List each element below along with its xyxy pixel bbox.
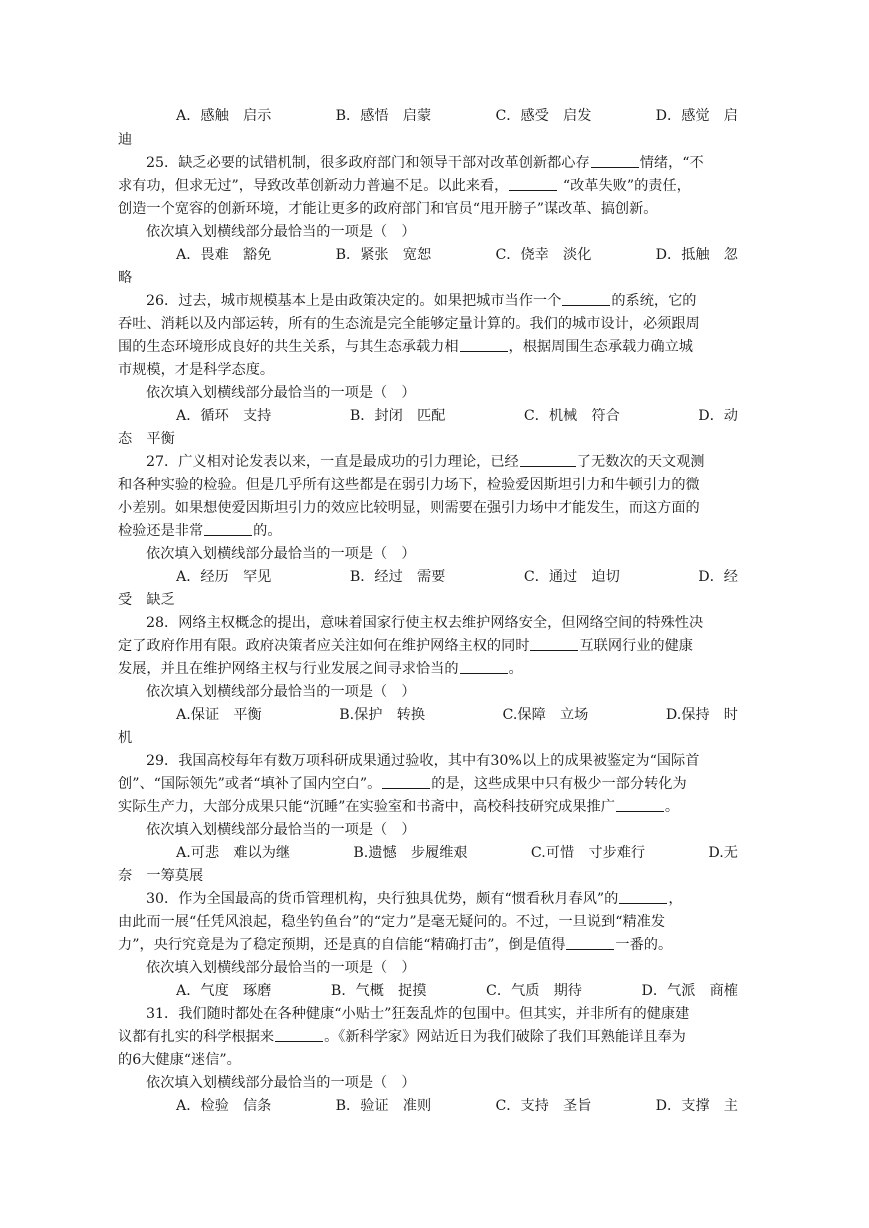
q30-stem-line-1: 30．作为全国最高的货币管理机构，央行独具优势，颇有“惯看秋月春风”的 ， [146, 887, 738, 911]
q26-option-c: C．机械 符合 [523, 408, 620, 424]
q24-options [176, 104, 738, 128]
q25-stem-line-2: 求有功，但求无过”，导致改革创新动力普遍不足。以此来看， “改革失败”的责任， [118, 174, 738, 198]
q29-blank-1 [382, 773, 430, 789]
q27-option-c: C．通过 迫切 [523, 569, 620, 585]
q26-option-a: A．循环 支持 [176, 408, 272, 424]
q28-option-a: A.保证 平衡 [176, 707, 262, 723]
q29-options [176, 841, 738, 865]
q31-option-d: D．支撑 主 [655, 1098, 738, 1114]
q31-option-c: C．支持 圣旨 [495, 1098, 592, 1114]
q29-option-wrap: 奈 一筹莫展 [118, 868, 204, 884]
q28-option-d: D.保持 时 [665, 707, 738, 723]
q31-option-b: B．验证 准则 [335, 1098, 432, 1114]
q30-prompt: 依次填入划横线部分最恰当的一项是（ ） [146, 960, 416, 976]
q30-option-c: C．气质 期待 [485, 983, 582, 999]
q26-option-d: D．动 [698, 408, 738, 424]
q26-stem-line-3: 围的生态环境形成良好的共生关系，与其生态承载力相 ，根据周围生态承载力确立城 [118, 335, 738, 359]
q28-option-wrap: 机 [118, 730, 133, 746]
q29-prompt: 依次填入划横线部分最恰当的一项是（ ） [146, 822, 416, 838]
q24-option-d: D．感觉 启 [655, 108, 738, 124]
q29-stem-line-3: 实际生产力，大部分成果只能“沉睡”在实验室和书斋中，高校科技研究成果推广 。 [118, 795, 738, 819]
q28-options [176, 703, 738, 727]
q25-stem-line-3: 创造一个宽容的创新环境，才能让更多的政府部门和官员“甩开膀子”谋改革、搞创新。 [118, 201, 658, 217]
q26-option-b: B．封闭 匹配 [349, 408, 446, 424]
q26-stem-line-4: 市规模，才是科学态度。 [118, 362, 275, 378]
q31-prompt: 依次填入划横线部分最恰当的一项是（ ） [146, 1075, 416, 1091]
q31-stem-line-2: 议都有扎实的科学根据来 。《新科学家》网站近日为我们破除了我们耳熟能详且奉为 [118, 1025, 738, 1049]
q25-option-wrap: 略 [118, 270, 133, 286]
q29-option-c: C.可惜 寸步难行 [530, 845, 646, 861]
q27-option-b: B．经过 需要 [349, 569, 446, 585]
q25-option-d: D．抵触 忽 [655, 247, 738, 263]
q27-blank-1 [520, 451, 576, 467]
q27-prompt: 依次填入划横线部分最恰当的一项是（ ） [146, 546, 416, 562]
q30-stem-line-3: 力”，央行究竟是为了稳定预期，还是真的自信能“精确打击”，倒是值得 一番的。 [118, 933, 738, 957]
q28-option-c: C.保障 立场 [502, 707, 589, 723]
q28-option-b: B.保护 转换 [339, 707, 426, 723]
q27-blank-2 [204, 520, 252, 536]
q27-options [176, 565, 738, 589]
q28-stem-line-2: 定了政府作用有限。政府决策者应关注如何在维护网络主权的同时 互联网行业的健康 [118, 634, 738, 658]
q29-option-d: D.无 [708, 845, 738, 861]
q31-stem-line-1: 31．我们随时都处在各种健康“小贴士”狂轰乱炸的包围中。但其实，并非所有的健康建 [146, 1006, 690, 1022]
q25-stem-line-1: 25．缺乏必要的试错机制，很多政府部门和领导干部对改革创新都心存 情绪，“不 [146, 151, 738, 175]
q27-option-d: D．经 [698, 569, 738, 585]
q30-blank-1 [619, 888, 667, 904]
q28-stem-line-3: 发展，并且在维护网络主权与行业发展之间寻求恰当的 。 [118, 657, 738, 681]
q31-options [176, 1094, 738, 1118]
q26-stem-line-1: 26．过去，城市规模基本上是由政策决定的。如果把城市当作一个 的系统，它的 [146, 289, 738, 313]
q26-option-wrap: 态 平衡 [118, 431, 175, 447]
q26-stem-line-2: 吞吐、消耗以及内部运转，所有的生态流是完全能够定量计算的。我们的城市设计，必须跟周 [118, 316, 700, 332]
q29-stem-line-2: 创”、“国际领先”或者“填补了国内空白”。 的是，这些成果中只有极少一部分转化为 [118, 772, 738, 796]
q30-stem-line-2: 由此而一展“任凭风浪起，稳坐钓鱼台”的“定力”是毫无疑问的。不过，一旦说到“精准发 [118, 914, 666, 930]
q25-option-b: B．紧张 宽恕 [335, 247, 432, 263]
q24-option-c: C．感受 启发 [495, 108, 592, 124]
q27-stem-line-4: 检验还是非常 的。 [118, 519, 738, 543]
q30-blank-2 [566, 934, 614, 950]
q25-option-a: A．畏难 豁免 [176, 247, 272, 263]
q27-option-wrap: 受 缺乏 [118, 592, 175, 608]
q25-blank-1 [591, 152, 639, 168]
q27-option-a: A．经历 罕见 [176, 569, 272, 585]
q26-prompt: 依次填入划横线部分最恰当的一项是（ ） [146, 385, 416, 401]
q28-blank-2 [460, 658, 508, 674]
q27-stem-line-1: 27．广义相对论发表以来，一直是最成功的引力理论，已经 了无数次的天文观测 [146, 450, 738, 474]
q28-stem-line-1: 28．网络主权概念的提出，意味着国家行使主权去维护网络安全，但网络空间的特殊性决 [146, 615, 704, 631]
q26-blank-2 [460, 336, 508, 352]
q26-blank-1 [562, 290, 610, 306]
q25-options [176, 243, 738, 267]
q24-option-b: B．感悟 启蒙 [335, 108, 432, 124]
q30-option-b: B．气概 捉摸 [330, 983, 427, 999]
q28-prompt: 依次填入划横线部分最恰当的一项是（ ） [146, 684, 416, 700]
q25-blank-2 [509, 175, 557, 191]
q31-stem-line-3: 的6大健康“迷信”。 [118, 1052, 241, 1068]
q29-stem-line-1: 29．我国高校每年有数万项科研成果通过验收，其中有30%以上的成果被鉴定为“国际首 [146, 753, 700, 769]
q24-option-a: A．感触 启示 [176, 108, 272, 124]
q28-blank-1 [530, 635, 578, 651]
q27-stem-line-3: 小差别。如果想使爱因斯坦引力的效应比较明显，则需要在强引力场中才能发生，而这方面的 [118, 500, 700, 516]
q31-option-a: A．检验 信条 [176, 1098, 272, 1114]
q31-blank-1 [275, 1026, 323, 1042]
q29-option-b: B.遗憾 步履维艰 [353, 845, 468, 861]
q25-option-c: C．侥幸 淡化 [495, 247, 592, 263]
q25-prompt: 依次填入划横线部分最恰当的一项是（ ） [146, 224, 416, 240]
q29-option-a: A.可悲 难以为继 [176, 845, 291, 861]
q30-option-d: D．气派 商榷 [641, 983, 738, 999]
q24-option-wrap: 迪 [118, 132, 133, 148]
q27-stem-line-2: 和各种实验的检验。但是几乎所有这些都是在弱引力场下，检验爱因斯坦引力和牛顿引力的微 [118, 477, 700, 493]
q26-options [176, 404, 738, 428]
q30-options [176, 979, 738, 1003]
q30-option-a: A．气度 琢磨 [176, 983, 272, 999]
q29-blank-2 [616, 796, 664, 812]
